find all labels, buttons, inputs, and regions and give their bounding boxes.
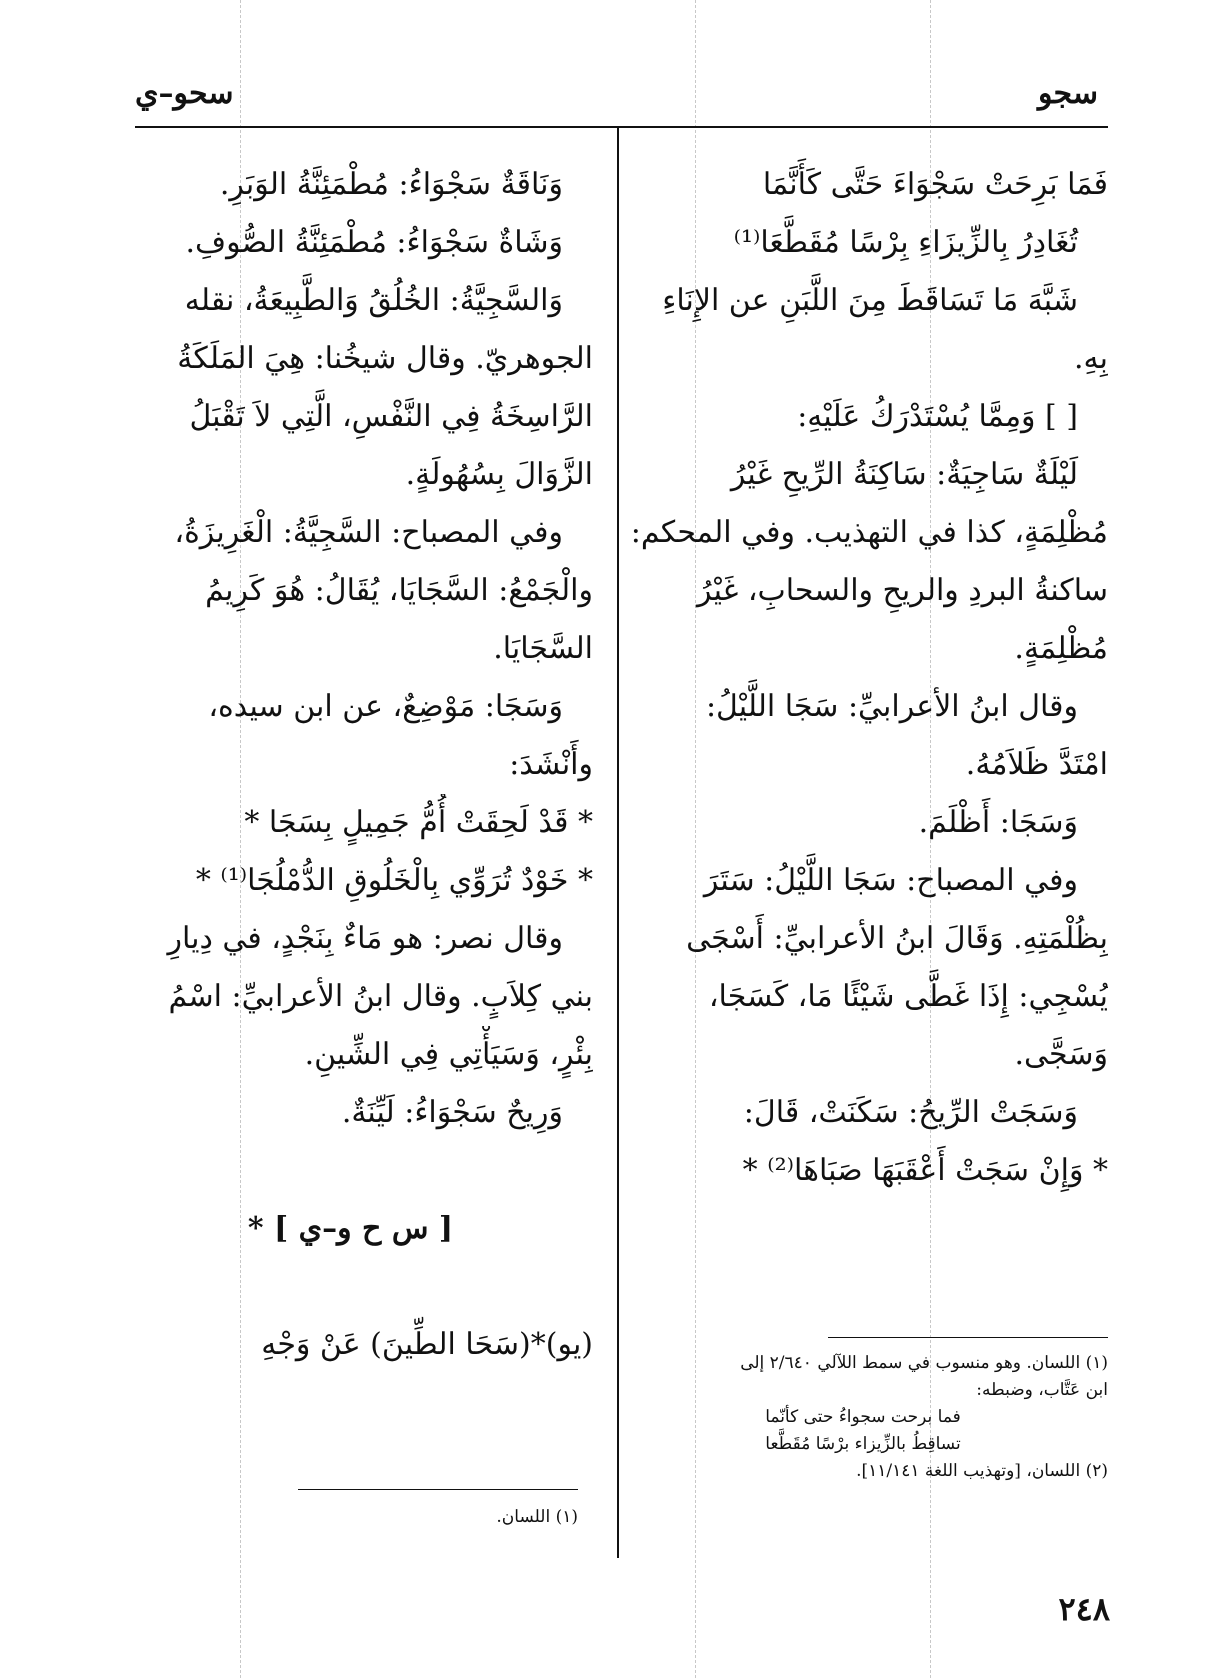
footnotes-left <box>118 1504 578 1531</box>
entry-heading: [ س ح و–ي ] * <box>247 1211 454 1246</box>
footnote-line: (١) اللسان. <box>496 1507 578 1527</box>
text-line: وَسَجَا: مَوْضِعٌ، عن ابن سيده، <box>208 689 563 724</box>
header-rule <box>135 126 1108 128</box>
footnote-line: (١) اللسان. وهو منسوب في سمط اللآلي ٢/٦٤٠ إلى <box>740 1353 1108 1373</box>
text-line: وَالسَّجِيَّةُ: الخُلُقُ وَالطَّبِيعَةُ، نقله <box>184 283 563 318</box>
text-line: لَيْلَةٌ سَاجِيَةٌ: سَاكِنَةُ الرِّيحِ غَيْرُ <box>730 457 1078 492</box>
text-line: الزَّوَالَ بِسُهُولَةٍ. <box>405 457 593 492</box>
text-line: فَمَا بَرِحَتْ سَجْوَاءَ حَتَّى كَأَنَّمَا <box>762 167 1108 202</box>
text-line: امْتَدَّ ظَلاَمُهُ. <box>965 747 1108 782</box>
text-line: وفي المصباح: سَجَا اللَّيْلُ: سَتَرَ <box>703 863 1078 898</box>
footnote-line: ابن عَتَّاب، وضبطه: <box>976 1380 1108 1400</box>
text-line: الرَّاسِخَةُ فِي النَّفْسِ، الَّتِي لاَ تَقْبَلُ <box>189 399 593 434</box>
text-line: بِظُلْمَتِهِ. وَقَالَ ابنُ الأعرابيِّ: أَسْجَى <box>686 921 1108 956</box>
text-line: وَسَجَّى. <box>1014 1037 1108 1072</box>
text-line: (يو)*(سَحَا الطِّينَ) عَنْ وَجْهِ <box>261 1327 593 1362</box>
text-line: وَنَاقَةٌ سَجْوَاءُ: مُطْمَئِنَّةُ الوَبَرِ. <box>219 167 563 202</box>
text-line: الجوهريّ. وقال شيخُنا: هِيَ المَلَكَةُ <box>177 341 593 376</box>
footnote-rule <box>298 1489 578 1490</box>
text-line: وقال نصر: هو مَاءٌ بِنَجْدٍ، في دِيارِ <box>167 921 563 956</box>
footnote-rule <box>828 1337 1108 1338</box>
text-line: شَبَّهَ مَا تَسَاقَطَ مِنَ اللَّبَنِ عن الإِنَاءِ <box>662 283 1078 318</box>
text-line: وفي المصباح: السَّجِيَّةُ: الْغَرِيزَةُ، <box>174 515 563 550</box>
footnotes-right <box>618 1350 1108 1485</box>
verse-line: * وَإِنْ سَجَتْ أَعْقَبَهَا صَبَاهَا⁽²⁾ * <box>742 1153 1108 1188</box>
text-line: وَسَجَا: أَظْلَمَ. <box>918 805 1078 840</box>
footnote-line: (٢) اللسان، [وتهذيب اللغة ١١/١٤١]. <box>856 1461 1108 1481</box>
page-number: ٢٤٨ <box>1058 1590 1110 1628</box>
text-line: وَسَجَتْ الرِّيحُ: سَكَنَتْ، قَالَ: <box>743 1095 1078 1130</box>
footnote-verse: تساقِطُ بالزِّيزاء برْسًا مُقَطَّعا <box>765 1434 961 1454</box>
running-header-left: سحو–ي <box>135 76 234 111</box>
running-header-right: سجو <box>1038 76 1098 111</box>
footnote-verse: فما برحت سجواءُ حتى كأنّما <box>765 1407 961 1427</box>
text-line: [ ] وَمِمَّا يُسْتَدْرَكُ عَلَيْهِ: <box>797 399 1078 434</box>
text-line: تُغَادِرُ بِالزِّيزَاءِ بِرْسًا مُقَطَّعَا⁽¹⁾ <box>733 225 1078 260</box>
text-line: بِهِ. <box>1074 341 1108 376</box>
text-line: بِئْرٍ، وَسَيَأْتِي فِي الشِّينِ. <box>304 1037 593 1072</box>
text-line: مُظْلِمَةٍ. <box>1014 631 1108 666</box>
text-line: وَشَاةٌ سَجْوَاءُ: مُطْمَئِنَّةُ الصُّوفِ. <box>185 225 563 260</box>
right-column <box>628 156 1108 1200</box>
text-line: والْجَمْعُ: السَّجَايَا، يُقَالُ: هُوَ كَرِيمُ <box>205 573 593 608</box>
text-line: مُظْلِمَةٍ، كذا في التهذيب. وفي المحكم: <box>630 515 1108 550</box>
text-line: وأَنْشَدَ: <box>509 747 593 782</box>
left-column <box>108 156 593 1374</box>
verse-line: * قَدْ لَحِقَتْ أُمُّ جَمِيلٍ بِسَجَا * <box>244 805 593 840</box>
text-line: وَرِيحٌ سَجْوَاءُ: لَيِّنَةٌ. <box>341 1095 563 1130</box>
verse-line: * خَوْدٌ تُرَوِّي بِالْخَلُوقِ الدُّمْلُجَا⁽¹⁾ * <box>195 863 593 898</box>
text-line: وقال ابنُ الأعرابيِّ: سَجَا اللَّيْلُ: <box>705 689 1078 724</box>
text-line: ساكنةُ البردِ والريحِ والسحابِ، غَيْرُ <box>697 573 1108 608</box>
text-line: يُسْجِي: إِذَا غَطَّى شَيْئًا مَا، كَسَجَا، <box>708 979 1108 1014</box>
text-line: بني كِلاَبٍ. وقال ابنُ الأعرابيِّ: اسْمُ <box>168 979 593 1014</box>
text-line: السَّجَايَا. <box>493 631 593 666</box>
spacer-line <box>108 1142 593 1200</box>
spacer-line <box>108 1258 593 1316</box>
column-divider <box>617 126 619 1558</box>
